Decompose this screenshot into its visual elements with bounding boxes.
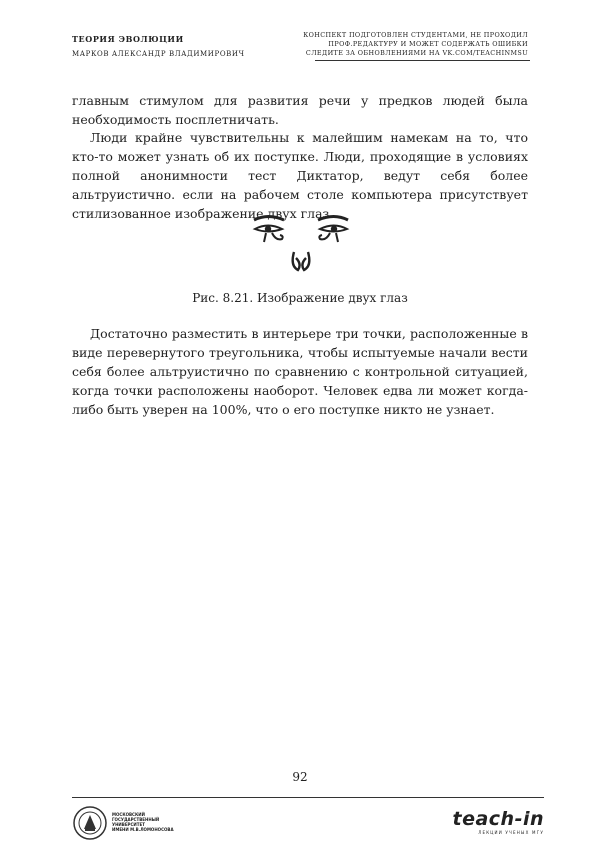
institution-line-3: УНИВЕРСИТЕТ bbox=[112, 822, 145, 827]
teach-in-logo bbox=[452, 808, 544, 835]
institution-line-4: ИМЕНИ М.В.ЛОМОНОСОВА bbox=[112, 827, 174, 832]
header-note-line-1: КОНСПЕКТ ПОДГОТОВЛЕН СТУДЕНТАМИ, НЕ ПРОХОДИЛ bbox=[303, 31, 528, 39]
footer-rule bbox=[72, 797, 544, 798]
book-title: ТЕОРИЯ ЭВОЛЮЦИИ bbox=[72, 34, 184, 44]
page-number: 92 bbox=[292, 770, 308, 784]
institution-line-2: ГОСУДАРСТВЕННЫЙ bbox=[112, 817, 160, 822]
msu-crest-icon bbox=[72, 805, 108, 841]
paragraph-1: главным стимулом для развития речи у предков людей была необходимость посплетничать. bbox=[72, 93, 528, 127]
institution-name bbox=[112, 812, 192, 832]
running-header-right bbox=[268, 31, 528, 58]
institution-line-1: МОСКОВСКИЙ bbox=[112, 812, 145, 817]
header-note-line-3: СЛЕДИТЕ ЗА ОБНОВЛЕНИЯМИ НА VK.COM/TEACHINMSU bbox=[305, 49, 528, 57]
author-name: МАРКОВ АЛЕКСАНДР ВЛАДИМИРОВИЧ bbox=[72, 50, 245, 58]
header-note-line-2: ПРОФ.РЕДАКТУРУ И МОЖЕТ СОДЕРЖАТЬ ОШИБКИ bbox=[328, 40, 528, 48]
running-header-left bbox=[72, 34, 292, 58]
paragraph-2: Люди крайне чувствительны к малейшим намекам на то, что кто-то может узнать об их поступке. Люди, проходящие в условиях полной анонимности тест Диктатор, ведут себя более альтруистично. если на рабочем столе компьютера присутствует стилизованное изображение двух глаз. bbox=[72, 130, 528, 221]
header-rule bbox=[315, 60, 530, 61]
figure-caption: Рис. 8.21. Изображение двух глаз bbox=[192, 291, 408, 305]
brand-name: teach-in bbox=[452, 808, 544, 830]
stylized-eyes-icon bbox=[246, 210, 356, 274]
paragraph-3: Достаточно разместить в интерьере три точки, расположенные в виде перевернутого треугольника, чтобы испытуемые начали вести себя более альтруистично по сравнению с контрольной ситуацией, когда точки расположены наоборот. Человек едва ли может когда-либо быть уверен на 100%, что о его поступке никто не узнает. bbox=[72, 326, 528, 417]
brand-subtitle: ЛЕКЦИИ УЧЕНЫХ МГУ bbox=[478, 830, 544, 835]
